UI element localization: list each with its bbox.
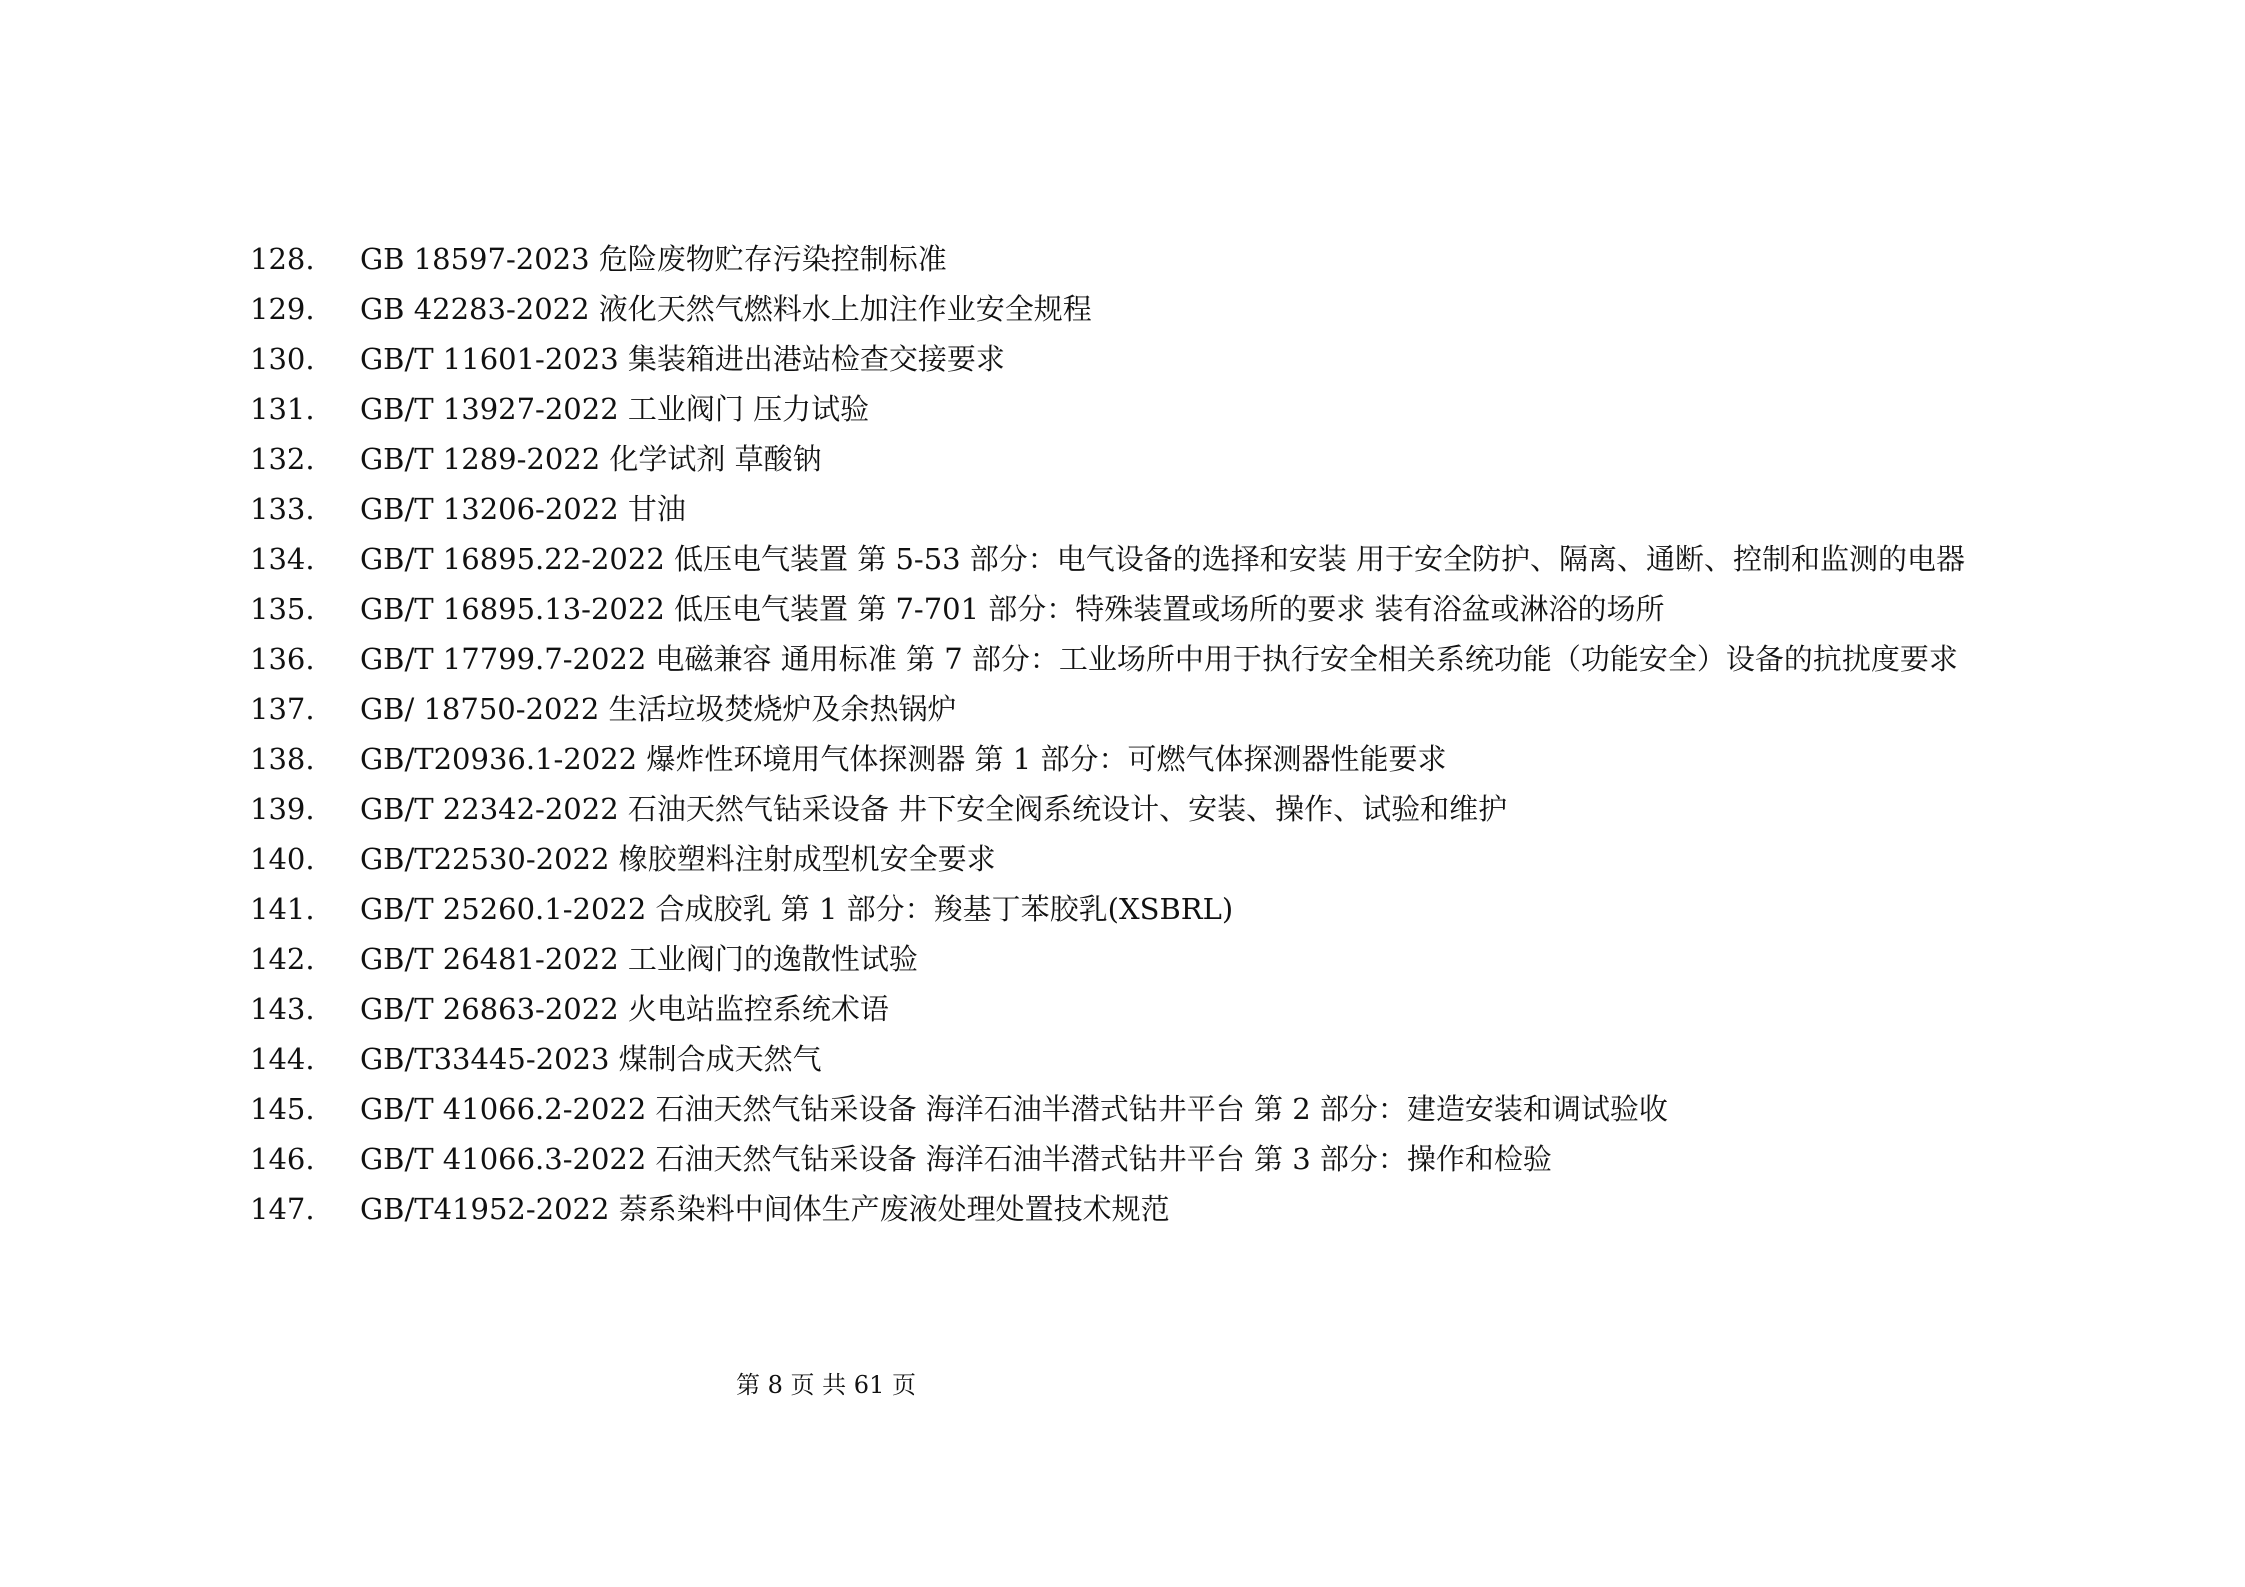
item-text: GB/T 11601-2023 集装箱进出港站检查交接要求	[360, 342, 1005, 376]
item-text: GB 18597-2023 危险废物贮存污染控制标准	[360, 242, 947, 276]
list-item	[250, 1188, 2070, 1230]
item-text: GB/T 13927-2022 工业阀门 压力试验	[360, 392, 870, 426]
item-text: GB/T 22342-2022 石油天然气钻采设备 井下安全阀系统设计、安装、操作、试验和维护	[360, 792, 1508, 826]
item-number: 143.	[250, 992, 315, 1026]
list-item	[250, 1088, 2070, 1130]
item-text: GB/T 25260.1-2022 合成胶乳 第 1 部分：羧基丁苯胶乳(XSBRL)	[360, 892, 1234, 926]
list-item	[250, 238, 2070, 280]
list-item	[250, 338, 2070, 380]
list-item	[250, 988, 2070, 1030]
item-text: GB/T 26481-2022 工业阀门的逸散性试验	[360, 942, 918, 976]
item-number: 142.	[250, 942, 315, 976]
list-item	[250, 638, 2070, 680]
item-number: 136.	[250, 642, 315, 676]
item-number: 147.	[250, 1192, 315, 1226]
item-number: 130.	[250, 342, 315, 376]
item-number: 134.	[250, 542, 315, 576]
item-text: GB/T 41066.2-2022 石油天然气钻采设备 海洋石油半潜式钻井平台 第 2 部分：建造安装和调试验收	[360, 1092, 1668, 1126]
list-item	[250, 438, 2070, 480]
item-text: GB/ 18750-2022 生活垃圾焚烧炉及余热锅炉	[360, 692, 957, 726]
item-text: GB/T 26863-2022 火电站监控系统术语	[360, 992, 889, 1026]
item-text: GB/T 16895.13-2022 低压电气装置 第 7-701 部分：特殊装置或场所的要求 装有浴盆或淋浴的场所	[360, 592, 1665, 626]
standards-list	[250, 238, 2070, 1238]
list-item	[250, 388, 2070, 430]
item-text: GB/T41952-2022 萘系染料中间体生产废液处理处置技术规范	[360, 1192, 1170, 1226]
item-number: 146.	[250, 1142, 315, 1176]
list-item	[250, 538, 2070, 580]
item-number: 141.	[250, 892, 315, 926]
item-number: 133.	[250, 492, 315, 526]
item-number: 137.	[250, 692, 315, 726]
item-text: GB/T 41066.3-2022 石油天然气钻采设备 海洋石油半潜式钻井平台 第 3 部分：操作和检验	[360, 1142, 1552, 1176]
list-item	[250, 738, 2070, 780]
item-number: 131.	[250, 392, 315, 426]
item-number: 139.	[250, 792, 315, 826]
item-number: 138.	[250, 742, 315, 776]
list-item	[250, 588, 2070, 630]
item-number: 135.	[250, 592, 315, 626]
item-text: GB/T 16895.22-2022 低压电气装置 第 5-53 部分：电气设备的选择和安装 用于安全防护、隔离、通断、控制和监测的电器	[360, 542, 1966, 576]
item-number: 144.	[250, 1042, 315, 1076]
item-number: 145.	[250, 1092, 315, 1126]
list-item	[250, 688, 2070, 730]
list-item	[250, 888, 2070, 930]
item-number: 140.	[250, 842, 315, 876]
item-number: 132.	[250, 442, 315, 476]
item-text: GB/T 13206-2022 甘油	[360, 492, 686, 526]
item-text: GB/T33445-2023 煤制合成天然气	[360, 1042, 822, 1076]
list-item	[250, 488, 2070, 530]
item-text: GB 42283-2022 液化天然气燃料水上加注作业安全规程	[360, 292, 1092, 326]
item-text: GB/T22530-2022 橡胶塑料注射成型机安全要求	[360, 842, 996, 876]
page-footer: 第 8 页 共 61 页	[736, 1371, 916, 1399]
list-item	[250, 788, 2070, 830]
item-number: 128.	[250, 242, 315, 276]
list-item	[250, 1038, 2070, 1080]
item-text: GB/T 1289-2022 化学试剂 草酸钠	[360, 442, 822, 476]
item-text: GB/T20936.1-2022 爆炸性环境用气体探测器 第 1 部分：可燃气体探测器性能要求	[360, 742, 1447, 776]
list-item	[250, 838, 2070, 880]
list-item	[250, 938, 2070, 980]
item-number: 129.	[250, 292, 315, 326]
item-text: GB/T 17799.7-2022 电磁兼容 通用标准 第 7 部分：工业场所中用于执行安全相关系统功能（功能安全）设备的抗扰度要求	[360, 642, 1958, 676]
list-item	[250, 1138, 2070, 1180]
list-item	[250, 288, 2070, 330]
